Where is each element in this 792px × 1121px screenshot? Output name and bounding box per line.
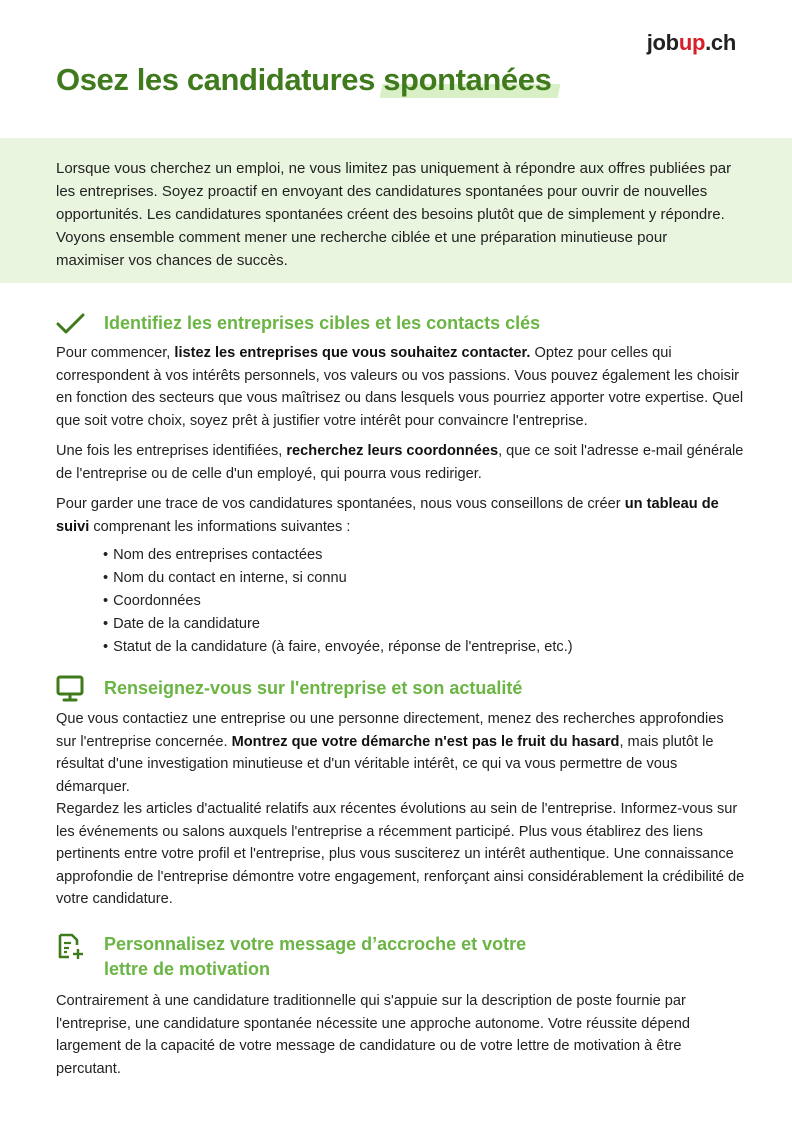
intro-text: Lorsque vous cherchez un emploi, ne vous limitez pas uniquement à répondre aux offres publiées par les entreprises. Soyez proactif en envoyant des candidatures spontanées pour ouvrir de nouvelles opportunités. Les candidatures spontanées créent des besoins plutôt que de simplement y répondre. Voyons ensemble comment mener une recherche ciblée et une préparation minutieuse pour maximiser vos chances de succès.: [56, 160, 732, 269]
list-item: • Nom des entreprises contactées: [103, 544, 746, 567]
section-2-body: [56, 708, 746, 919]
list-item: • Statut de la candidature (à faire, envoyée, réponse de l'entreprise, etc.): [103, 636, 746, 659]
document-edit-icon: [56, 932, 86, 962]
tracking-list: [56, 544, 746, 659]
section-1-paragraph-3: Pour garder une trace de vos candidatures spontanées, nous vous conseillons de créer un tableau de suivi comprenant les informations suivantes :: [56, 496, 719, 535]
jobup-logo: jobup.ch: [646, 30, 736, 55]
section-3-body: [56, 990, 746, 1088]
section-1-paragraph-1: Pour commencer, listez les entreprises que vous souhaitez contacter. Optez pour celles qui correspondent à vos intérêts personnels, vos valeurs ou vos passions. Vous pouvez également les choisir en fonction des secteurs que vous maîtrisez ou dans lesquels vous pourriez apporter votre expertise. Quel que soit votre choix, soyez prêt à justifier votre intérêt pour convaincre l'entreprise.: [56, 345, 744, 429]
section-1-paragraph-2: Une fois les entreprises identifiées, recherchez leurs coordonnées, que ce soit l'adresse e-mail générale de l'entreprise ou de celle d'un employé, qui pourra vous rediriger.: [56, 443, 744, 482]
section-3-header: [56, 932, 526, 982]
section-3-heading: Personnalisez votre message d’accroche et votre lettre de motivation: [104, 934, 527, 979]
section-2-paragraph-1: Que vous contactiez une entreprise ou une personne directement, menez des recherches approfondies sur l'entreprise concernée. Montrez que votre démarche n'est pas le fruit du hasard, mais plutôt le résultat d'une investigation minutieuse et d'un véritable intérêt, ce qui va vous permettre de vous démarquer.: [56, 711, 724, 795]
checkmark-icon: [56, 309, 86, 339]
monitor-icon: [56, 674, 86, 704]
section-1-heading: Identifiez les entreprises cibles et les contacts clés: [104, 313, 541, 333]
page-title: Osez les candidatures spontanées: [56, 62, 552, 97]
list-item: • Coordonnées: [103, 590, 746, 613]
section-3-paragraph-1: Contrairement à une candidature traditionnelle qui s'appuie sur la description de poste fournie par l'entreprise, une candidature spontanée nécessite une approche autonome. Votre réussite dépend largement de la capacité de votre message de candidature ou de votre lettre de motivation à être percutant.: [56, 993, 691, 1077]
section-2-paragraph-2: Regardez les articles d'actualité relatifs aux récentes évolutions au sein de l'entreprise. Informez-vous sur les événements ou salons auxquels l'entreprise a récemment participé. Plus vous établirez des liens pertinents entre votre profil et l'entreprise, plus vous susciterez un intérêt authentique. Une connaissance approfondie de l'entreprise démontre votre engagement, renforçant ainsi considérablement la crédibilité de votre candidature.: [56, 801, 745, 907]
section-2-heading: Renseignez-vous sur l'entreprise et son actualité: [104, 678, 523, 698]
section-1-header: [56, 309, 540, 339]
section-1-body: [56, 342, 746, 659]
intro-box: [0, 138, 792, 283]
list-item: • Nom du contact en interne, si connu: [103, 567, 746, 590]
section-2-header: [56, 674, 522, 704]
list-item: • Date de la candidature: [103, 613, 746, 636]
